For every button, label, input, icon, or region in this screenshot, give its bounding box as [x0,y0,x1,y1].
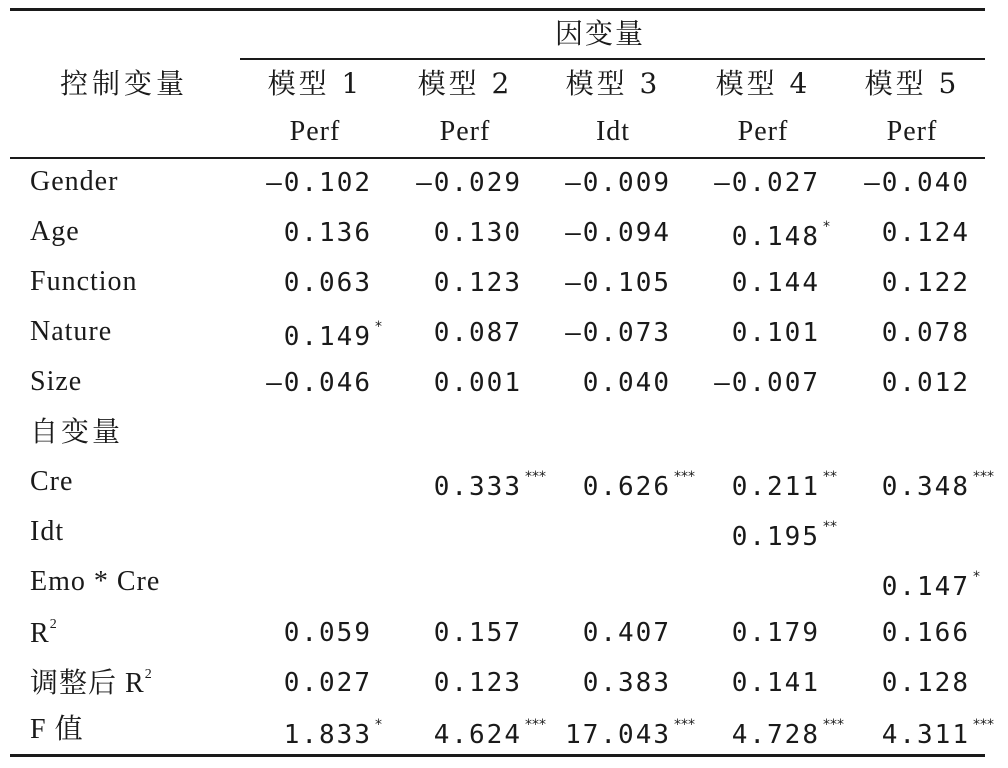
row-label-text: Idt [30,516,65,547]
top-rule [10,8,985,11]
cell-value: —0.009 [565,168,671,198]
cell-value: —0.029 [416,168,522,198]
table-cell [680,320,820,346]
table-cell [232,220,372,246]
row-label-text: R [30,618,50,649]
dependent-underline [240,58,985,60]
model-dependent-variable: Perf [886,116,938,147]
section-label-independent: 自变量 [30,415,124,448]
significance-marker: *** [525,717,546,733]
cell-value: 0.166 [881,618,970,648]
model-dependent-variable: Perf [737,116,789,147]
significance-marker: ** [823,519,837,535]
significance-marker: * [973,569,980,585]
table-cell [830,670,970,696]
table-cell [531,370,671,396]
cell-value: 0.101 [731,318,820,348]
row-label-text: Emo * Cre [30,566,161,597]
table-cell [382,220,522,246]
row-label-text: Size [30,366,83,397]
table-cell [680,620,820,646]
cell-value: —0.102 [266,168,372,198]
table-cell [732,718,844,748]
table-cell [531,620,671,646]
row-label [30,716,84,744]
significance-marker: *** [674,717,695,733]
cell-value: 0.123 [433,668,522,698]
significance-marker: *** [823,717,844,733]
row-label-text: 调整后 R [30,668,145,699]
table-cell [830,370,970,396]
table-cell [382,170,522,196]
cell-value: 0.157 [433,618,522,648]
table-cell [284,718,382,748]
table-cell [434,718,546,748]
cell-value: 0.383 [582,668,671,698]
cell-value: 0.027 [283,668,372,698]
row-label [30,218,80,246]
cell-value: 0.001 [433,368,522,398]
row-label [30,668,153,698]
row-label-text: Cre [30,466,74,497]
row-label-text: F 值 [30,714,84,745]
table-cell [232,620,372,646]
model-dependent-variable: Idt [595,116,631,147]
table-cell [732,520,837,550]
cell-value: 0.040 [582,368,671,398]
significance-marker: *** [525,469,546,485]
table-cell [583,470,695,500]
model-label: 模型 2 [417,67,513,100]
model-label: 模型 3 [565,67,661,100]
cell-value: 0.195 [731,522,820,552]
table-cell [531,170,671,196]
cell-value: 0.333 [433,472,522,502]
cell-value: —0.073 [565,318,671,348]
cell-value: 1.833 [283,720,372,750]
cell-value: 0.211 [731,472,820,502]
row-label-superscript: 2 [49,617,58,632]
row-label [30,368,82,396]
table-cell [565,718,695,748]
model-label: 模型 5 [864,67,960,100]
bottom-rule [10,754,985,757]
table-cell [732,470,837,500]
cell-value: 0.012 [881,368,970,398]
cell-value: 0.407 [582,618,671,648]
table-cell [434,470,546,500]
cell-value: 0.148 [731,222,820,252]
row-label [30,518,64,546]
cell-value: —0.046 [266,368,372,398]
table-cell [882,570,980,600]
table-cell [531,670,671,696]
table-cell [882,470,994,500]
table-cell [382,320,522,346]
significance-marker: *** [674,469,695,485]
table-cell [232,270,372,296]
cell-value: 0.130 [433,218,522,248]
significance-marker: * [375,319,382,335]
row-label-text: Nature [30,316,113,347]
cell-value: 0.626 [582,472,671,502]
table-cell [830,320,970,346]
table-cell [830,220,970,246]
table-cell [680,670,820,696]
table-cell [680,170,820,196]
stub-header: 控制变量 [60,67,189,100]
row-label [30,468,73,496]
table-cell [830,270,970,296]
cell-value: 0.078 [881,318,970,348]
cell-value: 4.728 [731,720,820,750]
model-label: 模型 4 [715,67,811,100]
significance-marker: *** [973,469,994,485]
header-bottom-rule [10,157,985,159]
table-cell [232,170,372,196]
significance-marker: * [823,219,830,235]
table-cell [382,670,522,696]
row-label-text: Age [30,216,80,247]
cell-value: 0.122 [881,268,970,298]
table-cell [531,270,671,296]
row-label [30,568,160,596]
significance-marker: * [375,717,382,733]
table-cell [382,620,522,646]
cell-value: 0.063 [283,268,372,298]
cell-value: —0.094 [565,218,671,248]
table-cell [531,320,671,346]
table-cell [680,270,820,296]
row-label-superscript: 2 [144,667,153,682]
cell-value: 4.311 [881,720,970,750]
table-cell [531,220,671,246]
dependent-header: 因变量 [555,17,646,50]
table-cell [732,220,830,250]
row-label [30,168,118,196]
row-label-text: Gender [30,166,119,197]
cell-value: 0.348 [881,472,970,502]
cell-value: 0.144 [731,268,820,298]
row-label-text: Function [30,266,138,297]
significance-marker: ** [823,469,837,485]
table-cell [830,170,970,196]
cell-value: 0.087 [433,318,522,348]
model-label: 模型 1 [267,67,363,100]
table-cell [382,370,522,396]
cell-value: —0.040 [864,168,970,198]
table-cell [232,370,372,396]
row-label [30,318,112,346]
significance-marker: *** [973,717,994,733]
cell-value: 0.141 [731,668,820,698]
cell-value: 0.123 [433,268,522,298]
cell-value: 0.136 [283,218,372,248]
cell-value: 0.124 [881,218,970,248]
table-cell [680,370,820,396]
cell-value: 4.624 [433,720,522,750]
cell-value: 0.179 [731,618,820,648]
cell-value: 17.043 [565,720,671,750]
row-label [30,268,138,296]
cell-value: —0.027 [714,168,820,198]
cell-value: 0.149 [283,322,372,352]
table-cell [382,270,522,296]
cell-value: —0.105 [565,268,671,298]
table-cell [232,670,372,696]
cell-value: 0.059 [283,618,372,648]
table-cell [830,620,970,646]
cell-value: 0.128 [881,668,970,698]
cell-value: 0.147 [881,572,970,602]
model-dependent-variable: Perf [439,116,491,147]
table-cell [882,718,994,748]
row-label [30,618,58,648]
model-dependent-variable: Perf [289,116,341,147]
table-cell [284,320,382,350]
cell-value: —0.007 [714,368,820,398]
